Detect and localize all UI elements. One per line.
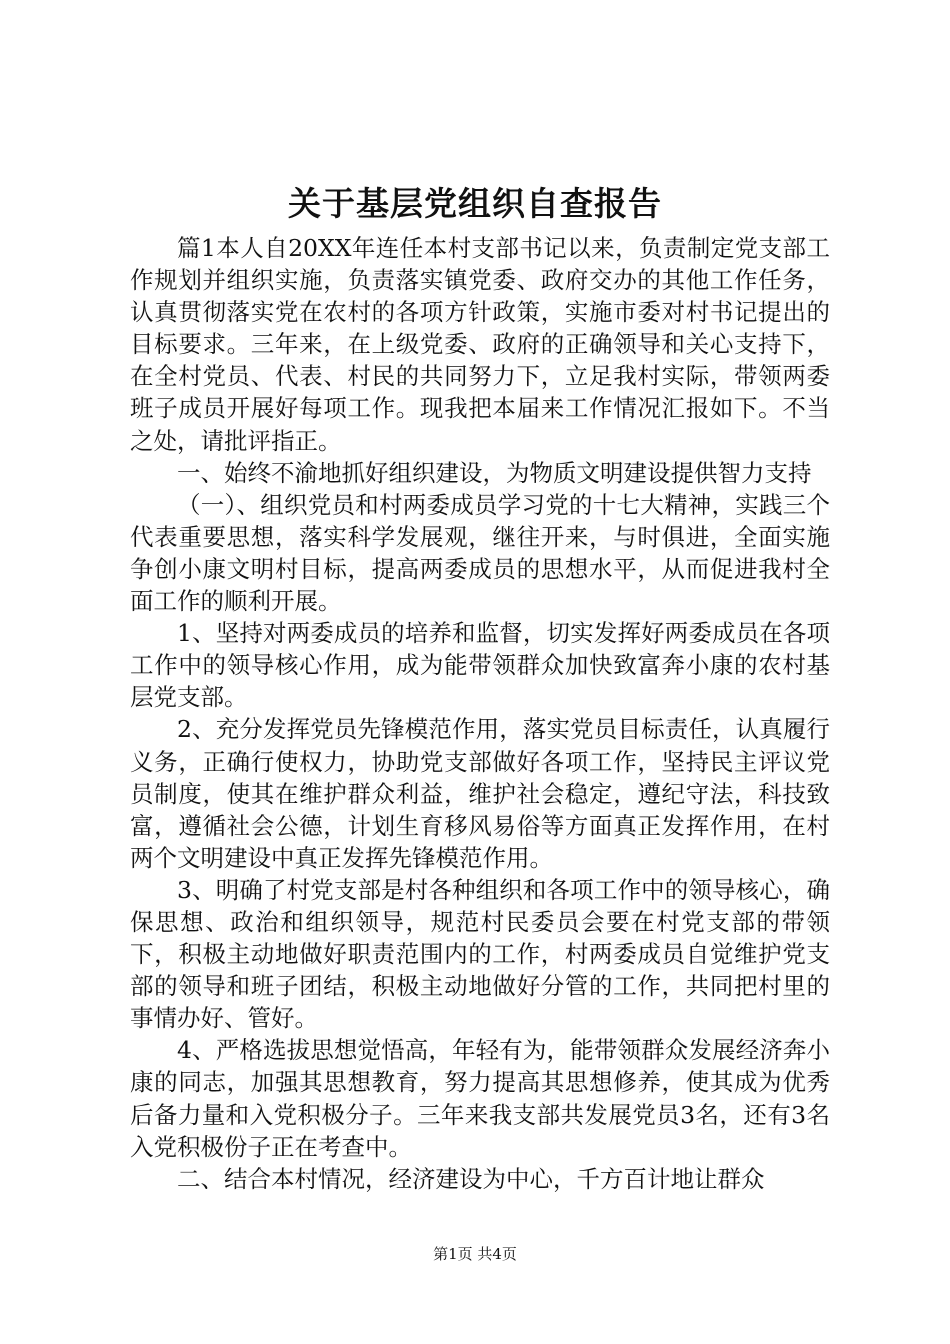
paragraph-item-1: 1、坚持对两委成员的培养和监督，切实发挥好两委成员在各项工作中的领导核心作用，成为能带领群众加快致富奔小康的农村基层党支部。 xyxy=(130,619,830,712)
paragraph-item-3: 3、明确了村党支部是村各种组织和各项工作中的领导核心，确保思想、政治和组织领导，规范村民委员会要在村党支部的带领下，积极主动地做好职责范围内的工作，村两委成员自觉维护党支部的领导和班子团结，积极主动地做好分管的工作，共同把村里的事情办好、管好。 xyxy=(130,875,830,1033)
paragraph-section-1-heading: 一、始终不渝地抓好组织建设，为物质文明建设提供智力支持 xyxy=(177,458,812,487)
paragraph-item-4: 4、严格选拔思想觉悟高，年轻有为，能带领群众发展经济奔小康的同志，加强其思想教育，努力提高其思想修养，使其成为优秀后备力量和入党积极分子。三年来我支部共发展党员3名，还有3名入党积极份子正在考查中。 xyxy=(130,1036,830,1161)
paragraph-subsection-1: （一）、组织党员和村两委成员学习党的十七大精神，实践三个代表重要思想，落实科学发展观，继往开来，与时俱进，全面实施争创小康文明村目标，提高两委成员的思想水平，从而促进我村全面工作的顺利开展。 xyxy=(130,490,830,616)
page-number-footer: 第1页 共4页 xyxy=(433,1245,517,1263)
paragraph-section-2-heading: 二、结合本村情况，经济建设为中心，千方百计地让群众 xyxy=(177,1164,765,1193)
paragraph-item-2: 2、充分发挥党员先锋模范作用，落实党员目标责任，认真履行义务，正确行使权力，协助党支部做好各项工作，坚持民主评议党员制度，使其在维护群众利益，维护社会稳定，遵纪守法，科技致富，遵循社会公德，计划生育移风易俗等方面真正发挥作用，在村两个文明建设中真正发挥先锋模范作用。 xyxy=(130,715,830,872)
paragraph-intro: 篇1本人自20XX年连任本村支部书记以来，负责制定党支部工作规划并组织实施，负责落实镇党委、政府交办的其他工作任务，认真贯彻落实党在农村的各项方针政策，实施市委对村书记提出的目标要求。三年来，在上级党委、政府的正确领导和关心支持下，在全村党员、代表、村民的共同努力下，立足我村实际，带领两委班子成员开展好每项工作。现我把本届来工作情况汇报如下。不当之处，请批评指正。 xyxy=(130,234,830,455)
document-body xyxy=(130,232,830,1195)
document-title: 关于基层党组织自查报告 xyxy=(288,184,662,223)
